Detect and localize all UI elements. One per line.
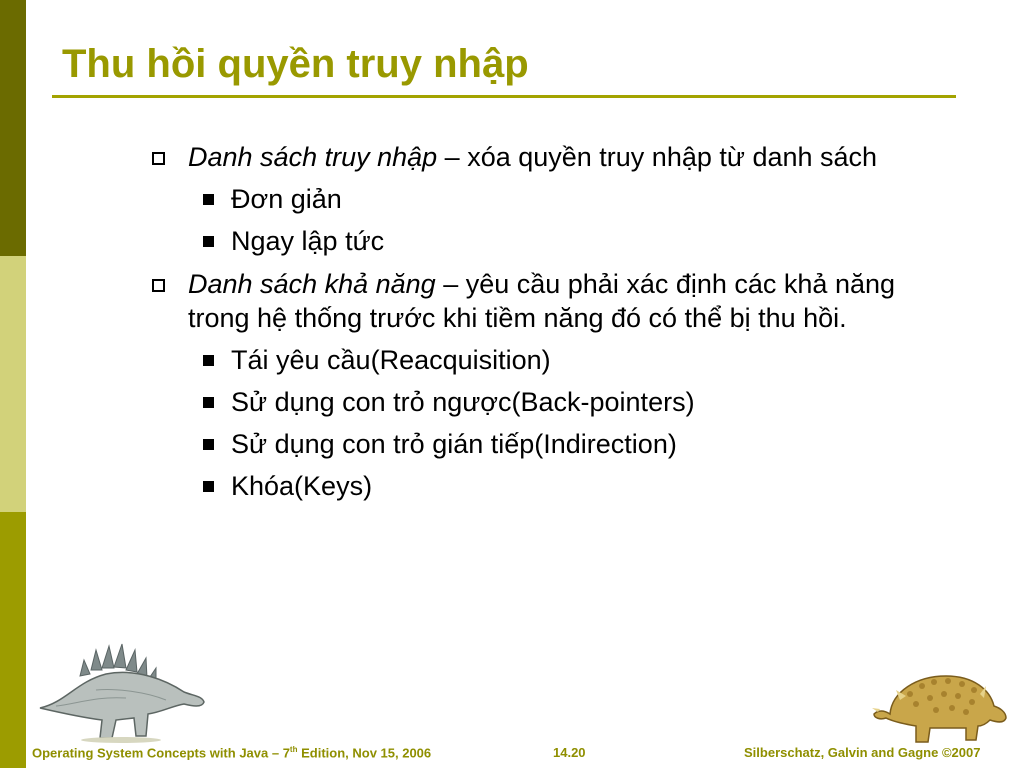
side-bar-mid-segment (0, 512, 26, 768)
hollow-square-bullet-icon (152, 279, 165, 292)
bullet-text: – xóa quyền truy nhập từ danh sách (437, 142, 878, 172)
filled-square-bullet-icon (203, 236, 214, 247)
footer-authors: Silberschatz, Galvin and Gagne ©2007 (744, 745, 981, 760)
sub-bullet (150, 469, 950, 503)
sub-bullet-text: Sử dụng con trỏ gián tiếp(Indirection) (231, 429, 677, 459)
sub-bullet-text: Ngay lập tức (231, 226, 385, 256)
side-bar-dark-segment (0, 0, 26, 256)
sub-bullet-text: Khóa(Keys) (231, 471, 373, 501)
side-color-bar (0, 0, 26, 768)
stegosaurus-illustration-icon (36, 640, 206, 745)
hollow-square-bullet-icon (152, 152, 165, 165)
slide-content (150, 140, 950, 503)
filled-square-bullet-icon (203, 439, 214, 450)
filled-square-bullet-icon (203, 481, 214, 492)
filled-square-bullet-icon (203, 194, 214, 205)
footer-book-title-text: Operating System Concepts with Java – 7 (32, 745, 290, 761)
sub-bullet-text: Sử dụng con trỏ ngược(Back-pointers) (231, 387, 695, 417)
bullet-term: Danh sách truy nhập (188, 142, 438, 172)
bullet-term: Danh sách khả năng (188, 269, 436, 299)
footer-edition-text: Edition, Nov 15, 2006 (297, 745, 432, 761)
sub-bullet (150, 224, 950, 258)
sub-bullet (150, 343, 950, 377)
footer-book-title (32, 745, 431, 760)
bullet-capability-list (150, 267, 950, 335)
sub-bullet-text: Đơn giản (231, 184, 342, 214)
bullet-access-list (150, 140, 950, 174)
bullet-text: – yêu cầu phải xác định các khả năng trong hệ thống trước khi tiềm năng đó có thể bị thu hồi. (188, 269, 896, 333)
sub-bullet (150, 385, 950, 419)
title-underline (52, 95, 956, 98)
slide-title: Thu hồi quyền truy nhập (62, 42, 529, 86)
footer-page-number: 14.20 (553, 745, 586, 760)
footer-superscript: th (289, 745, 298, 754)
side-bar-light-segment (0, 256, 26, 512)
ankylosaurus-illustration-icon (870, 660, 1010, 750)
sub-bullet-text: Tái yêu cầu(Reacquisition) (231, 345, 551, 375)
sub-bullet (150, 427, 950, 461)
filled-square-bullet-icon (203, 397, 214, 408)
sub-bullet (150, 182, 950, 216)
filled-square-bullet-icon (203, 355, 214, 366)
